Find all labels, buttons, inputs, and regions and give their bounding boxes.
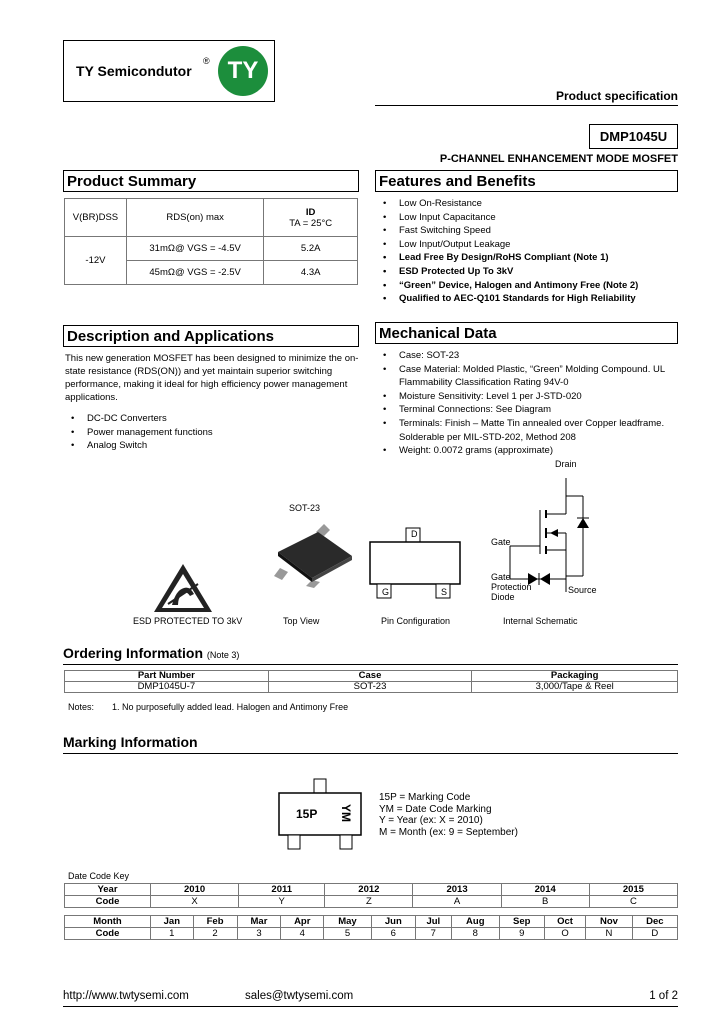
legend-line: M = Month (ex: 9 = September) bbox=[379, 827, 518, 839]
mech-item: • Case: SOT-23 bbox=[377, 349, 682, 363]
features-title: Features and Benefits bbox=[375, 170, 678, 192]
month-cell: Aug bbox=[451, 916, 499, 928]
mech-item bbox=[377, 417, 682, 444]
year-code-cell: B bbox=[501, 896, 589, 908]
features-list bbox=[377, 197, 638, 306]
footer-website-link[interactable]: http://www.twtysemi.com bbox=[63, 990, 189, 1002]
month-code-table bbox=[64, 915, 678, 940]
application-item: • DC-DC Converters bbox=[65, 412, 213, 426]
month-code-cell: O bbox=[544, 928, 585, 940]
col-i-label: ID bbox=[305, 206, 316, 218]
marking-title: Marking Information bbox=[63, 734, 198, 750]
chip-date-code: YM bbox=[339, 804, 353, 822]
ordering-note-ref: (Note 3) bbox=[206, 650, 240, 660]
footer-rule bbox=[63, 1006, 678, 1007]
applications-list bbox=[65, 412, 213, 453]
description-paragraph bbox=[65, 352, 359, 404]
footer-page-number: 1 of 2 bbox=[649, 990, 678, 1002]
mech-item-cont: Flammability Classification Rating 94V-0 bbox=[399, 377, 569, 389]
col-r-label: RDS(on) max bbox=[166, 212, 224, 223]
year-code-cell: C bbox=[589, 896, 677, 908]
year-code-cell: Y bbox=[239, 896, 325, 908]
package-label: SOT-23 bbox=[289, 503, 321, 513]
ordering-title bbox=[63, 645, 239, 661]
ordering-title-text: Ordering Information bbox=[63, 645, 203, 661]
col-rds bbox=[126, 199, 263, 237]
gate-protection-label bbox=[491, 572, 532, 602]
pin-d-label: D bbox=[411, 529, 418, 539]
esd-caption: ESD PROTECTED TO 3kV bbox=[133, 616, 243, 626]
id-row2: 4.3A bbox=[264, 261, 358, 285]
month-code-cell: 8 bbox=[451, 928, 499, 940]
month-code-cell: N bbox=[586, 928, 633, 940]
month-code-cell: Code bbox=[65, 928, 151, 940]
mech-item-text: Terminals: Finish – Matte Tin annealed over Copper leadframe. bbox=[399, 417, 665, 429]
logo-ty-text: TY bbox=[227, 57, 259, 84]
pin-config-caption: Pin Configuration bbox=[381, 616, 451, 626]
application-item: • Power management functions bbox=[65, 426, 213, 440]
month-code-cell: 5 bbox=[324, 928, 372, 940]
month-code-cell: 4 bbox=[281, 928, 324, 940]
header-rule bbox=[375, 105, 678, 106]
rds-row1: 31mΩ@ VGS = -4.5V bbox=[126, 237, 263, 261]
year-cell: Year bbox=[65, 884, 151, 896]
note-1: 1. No purposefully added lead. Halogen and Antimony Free bbox=[112, 702, 349, 712]
feature-item: • Low On-Resistance bbox=[377, 197, 638, 211]
marking-rule bbox=[63, 753, 678, 754]
feature-item: • Low Input/Output Leakage bbox=[377, 238, 638, 252]
month-cell: May bbox=[324, 916, 372, 928]
feature-item: • Fast Switching Speed bbox=[377, 224, 638, 238]
month-code-cell: 6 bbox=[371, 928, 415, 940]
month-cell: Nov bbox=[586, 916, 633, 928]
month-cell: Feb bbox=[193, 916, 237, 928]
month-code-cell: 9 bbox=[499, 928, 544, 940]
legend-line: Y = Year (ex: X = 2010) bbox=[379, 815, 483, 827]
pin-g-label: G bbox=[382, 587, 390, 597]
feature-item: • Low Input Capacitance bbox=[377, 211, 638, 225]
source-label: Source bbox=[568, 585, 597, 595]
month-cell: Oct bbox=[544, 916, 585, 928]
col-vbrdss bbox=[65, 199, 127, 237]
order-header: Part Number bbox=[65, 671, 269, 682]
schematic-caption: Internal Schematic bbox=[503, 616, 578, 626]
col-v-label: V(BR)DSS bbox=[72, 212, 119, 223]
product-spec-label: Product specification bbox=[555, 89, 678, 103]
month-code-cell: 2 bbox=[193, 928, 237, 940]
marking-legend bbox=[379, 792, 518, 839]
year-code-cell: X bbox=[151, 896, 239, 908]
year-code-cell: Code bbox=[65, 896, 151, 908]
order-cell: 3,000/Tape & Reel bbox=[472, 682, 678, 693]
order-header: Packaging bbox=[472, 671, 678, 682]
id-row1: 5.2A bbox=[264, 237, 358, 261]
month-cell: Month bbox=[65, 916, 151, 928]
gp-line: Diode bbox=[491, 592, 515, 602]
order-cell: DMP1045U-7 bbox=[65, 682, 269, 693]
mechanical-title: Mechanical Data bbox=[375, 322, 678, 344]
desc-line: This new generation MOSFET has been designed to minimize the on- bbox=[65, 353, 359, 364]
col-id bbox=[264, 199, 358, 237]
year-cell: 2015 bbox=[589, 884, 677, 896]
month-cell: Dec bbox=[632, 916, 677, 928]
top-view-caption: Top View bbox=[283, 616, 320, 626]
mech-item-cont: Solderable per MIL-STD-202, Method 208 bbox=[399, 431, 576, 443]
ordering-rule bbox=[63, 664, 678, 665]
mech-item-text: Case Material: Molded Plastic, “Green” Molding Compound. UL bbox=[399, 363, 666, 375]
mech-item: • Terminal Connections: See Diagram bbox=[377, 403, 682, 417]
year-cell: 2014 bbox=[501, 884, 589, 896]
month-code-cell: D bbox=[632, 928, 677, 940]
gate-label: Gate bbox=[491, 537, 511, 547]
date-code-key-label: Date Code Key bbox=[68, 871, 130, 881]
legend-line: YM = Date Code Marking bbox=[379, 803, 492, 815]
drain-label: Drain bbox=[555, 459, 577, 469]
month-cell: Sep bbox=[499, 916, 544, 928]
mech-item: • Weight: 0.0072 grams (approximate) bbox=[377, 444, 682, 458]
sot23-package-icon bbox=[272, 522, 358, 588]
part-number-box: DMP1045U bbox=[589, 124, 678, 149]
mech-item: • Moisture Sensitivity: Level 1 per J-STD-020 bbox=[377, 390, 682, 404]
v-value-cell: -12V bbox=[65, 237, 127, 285]
order-cell: SOT-23 bbox=[268, 682, 472, 693]
year-cell: 2012 bbox=[325, 884, 413, 896]
rds-row2: 45mΩ@ VGS = -2.5V bbox=[126, 261, 263, 285]
esd-warning-icon bbox=[150, 560, 216, 616]
product-summary-table bbox=[64, 198, 358, 285]
device-subtitle: P-CHANNEL ENHANCEMENT MODE MOSFET bbox=[439, 153, 678, 165]
desc-line: applications. bbox=[65, 392, 118, 403]
month-cell: Jul bbox=[415, 916, 451, 928]
gp-line: Protection bbox=[491, 582, 532, 592]
year-code-cell: A bbox=[413, 896, 501, 908]
month-code-cell: 1 bbox=[151, 928, 194, 940]
order-header: Case bbox=[268, 671, 472, 682]
mech-item bbox=[377, 363, 682, 390]
feature-item: • Lead Free By Design/RoHS Compliant (Note 1) bbox=[377, 251, 638, 265]
legend-line: 15P = Marking Code bbox=[379, 792, 471, 803]
company-name: TY Semicondutor bbox=[76, 63, 192, 79]
registered-mark: ® bbox=[203, 56, 210, 66]
desc-line: performance, making it ideal for high efficiency power management bbox=[65, 379, 348, 390]
ordering-table bbox=[64, 670, 678, 693]
gp-line: Gate bbox=[491, 572, 511, 582]
desc-line: state resistance (RDS(ON)) and yet maintain superior switching bbox=[65, 366, 333, 377]
product-summary-title: Product Summary bbox=[63, 170, 359, 192]
feature-item: • “Green” Device, Halogen and Antimony Free (Note 2) bbox=[377, 279, 638, 293]
month-cell: Mar bbox=[237, 916, 281, 928]
pin-s-label: S bbox=[441, 587, 448, 597]
year-cell: 2011 bbox=[239, 884, 325, 896]
month-code-cell: 3 bbox=[237, 928, 281, 940]
year-cell: 2013 bbox=[413, 884, 501, 896]
month-code-cell: 7 bbox=[415, 928, 451, 940]
description-title: Description and Applications bbox=[63, 325, 359, 347]
year-code-table bbox=[64, 883, 678, 908]
col-i-sub: TA = 25°C bbox=[289, 217, 333, 229]
year-code-cell: Z bbox=[325, 896, 413, 908]
mechanical-list bbox=[377, 349, 682, 458]
year-cell: 2010 bbox=[151, 884, 239, 896]
notes-label: Notes: bbox=[68, 702, 95, 712]
feature-item: • ESD Protected Up To 3kV bbox=[377, 265, 638, 279]
application-item: • Analog Switch bbox=[65, 439, 213, 453]
feature-item: • Qualified to AEC-Q101 Standards for High Reliability bbox=[377, 292, 638, 306]
chip-marking-code: 15P bbox=[296, 807, 318, 821]
footer-email-link[interactable]: sales@twtysemi.com bbox=[245, 990, 354, 1002]
month-cell: Jun bbox=[371, 916, 415, 928]
month-cell: Apr bbox=[281, 916, 324, 928]
month-cell: Jan bbox=[151, 916, 194, 928]
